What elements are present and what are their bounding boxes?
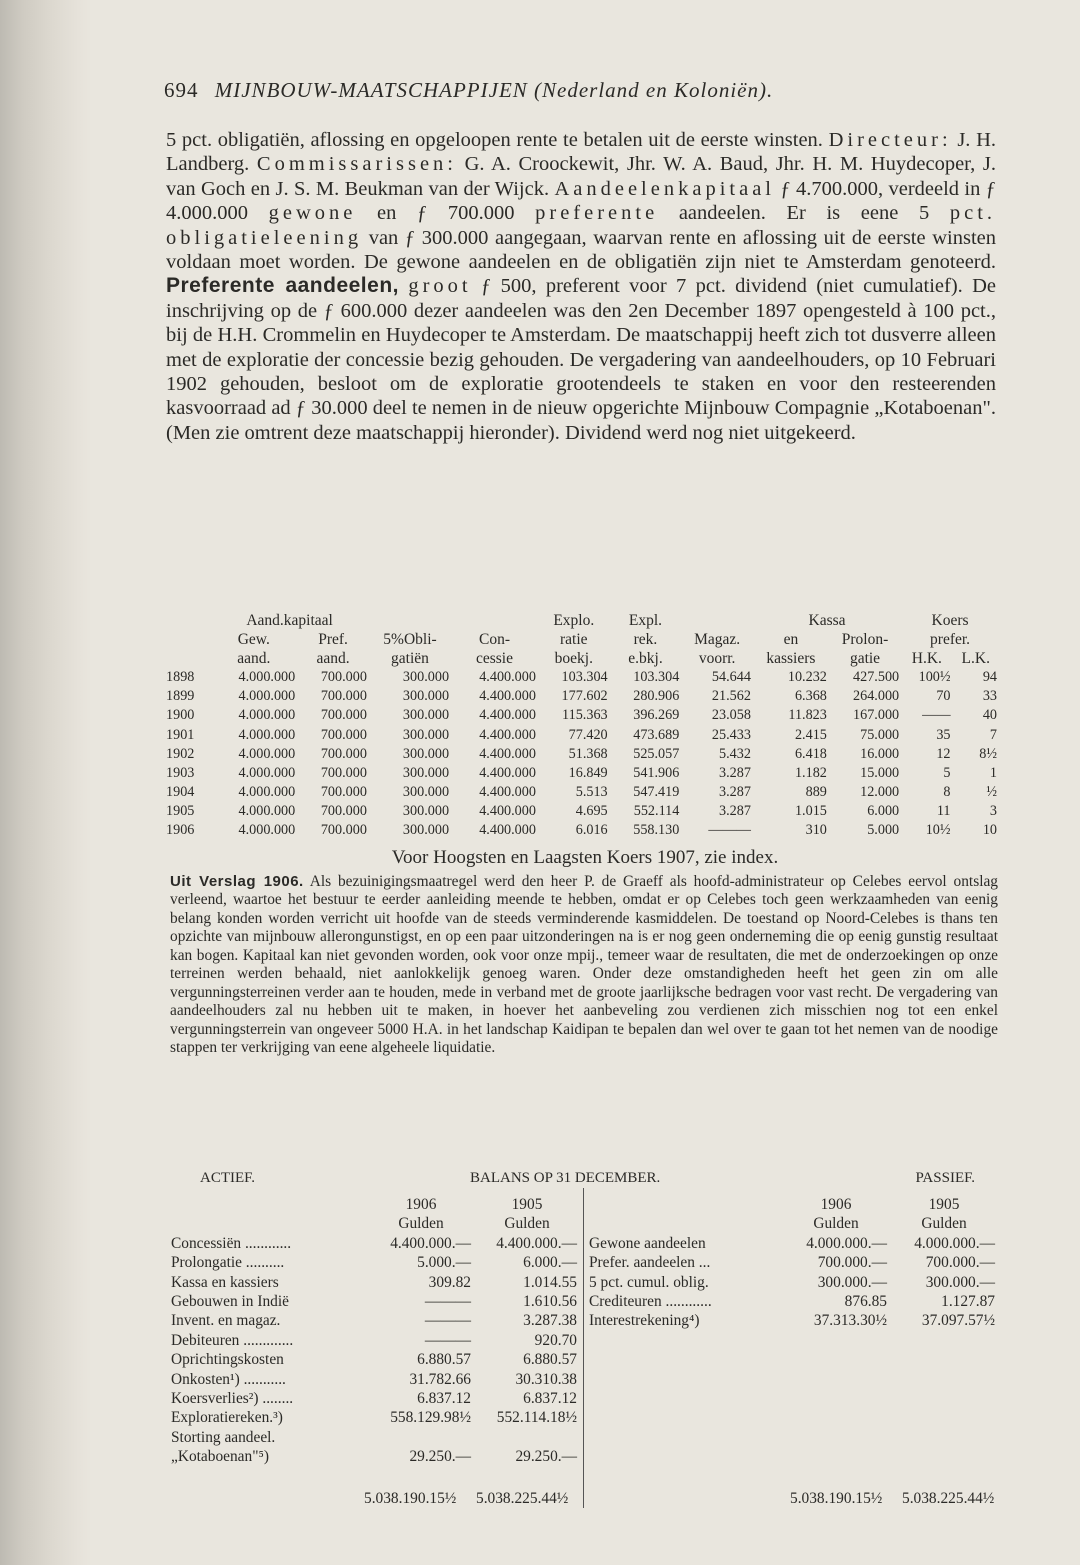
table-cell: 12 [936,745,951,762]
table-cell: 33 [982,688,997,705]
table-cell: 889 [805,783,827,800]
column-header: prefer. [930,631,971,649]
asset-row [168,1370,580,1389]
stats-row [164,668,999,687]
table-cell: 25.433 [711,726,751,743]
table-cell: 552.114.18½ [496,1409,577,1427]
stats-row [164,802,999,821]
table-cell: 4.000.000 [238,822,296,839]
table-cell: 700.000.— [925,1254,995,1272]
table-cell: 94 [982,669,997,686]
column-header: boekj. [554,650,593,668]
unit-header: Gulden [813,1215,859,1233]
asset-row [168,1292,580,1311]
row-label: 1904 [166,783,195,800]
liability-row [586,1273,998,1292]
table-cell: 700.000 [320,669,367,686]
table-cell: 1 [989,764,997,781]
table-cell: 51.368 [568,745,608,762]
table-cell: 700.000 [320,764,367,781]
table-cell: 29.250.— [515,1448,577,1466]
year-header: 1906 [820,1196,852,1213]
table-cell: 3 [989,802,997,819]
column-header: L.K. [961,650,990,668]
asset-row [168,1408,580,1427]
column-header: Magaz. [694,631,741,649]
unit-header-row [168,1214,580,1233]
stats-header-row [164,649,999,668]
row-label: 1905 [166,802,195,819]
table-cell: 10½ [925,822,951,839]
book-binding-shadow [0,0,92,1565]
table-cell: 4.400.000.— [390,1234,471,1252]
table-cell: 5 [943,764,951,781]
table-cell: 4.400.000 [479,745,536,762]
table-cell: 1.610.56 [523,1293,577,1311]
column-header: en [783,631,799,649]
actief-label: ACTIEF. [200,1170,256,1186]
table-cell: 6.368 [794,688,827,705]
column-header: Prolon- [841,631,889,649]
header-explo: Explo. [553,612,595,629]
table-cell: 103.304 [633,669,680,686]
liability-row [586,1292,998,1311]
table-cell: 1.127.87 [941,1293,995,1311]
table-cell: 4.000.000 [238,764,296,781]
commissarissen-label: Commissarissen: [256,153,457,176]
table-cell: 4.400.000 [479,669,536,686]
table-cell: 700.000.— [817,1254,887,1272]
table-cell: 70 [936,688,951,705]
year-header: 1905 [511,1196,543,1213]
table-cell: 4.400.000 [479,707,536,724]
commissarissen-names: G. A. Croockewit, Jhr. W. A. Baud, Jhr. H. M. Huydecoper, J. van Goch en J. S. M. Beukman van der Wijck. [166,153,996,200]
kapitaal-label: Aandeelenkapitaal [554,177,775,200]
column-header: gatiën [391,650,429,668]
balance-title: BALANS OP 31 DECEMBER. [470,1170,661,1186]
table-cell: 8½ [979,745,997,762]
table-cell: 700.000 [320,822,367,839]
table-cell: 5.000 [867,822,900,839]
row-label: Storting aandeel. [171,1428,276,1446]
table-cell: 10.232 [787,669,827,686]
table-cell: 100½ [918,669,951,686]
row-label: Concessiën ............ [171,1234,292,1252]
annual-report-excerpt [170,873,998,1058]
intro-sentence: 5 pct. obligatiën, aflossing en opgeloopen rente te betalen uit de eerste winsten. [166,129,823,151]
column-header: kassiers [766,650,816,668]
table-cell: 4.000.000 [238,669,296,686]
table-cell: 6.837.12 [417,1390,471,1408]
directeur-name: J. H. Landberg. [166,129,997,176]
column-header: aand. [316,650,350,668]
asset-row [168,1311,580,1330]
row-label: 1900 [166,707,195,724]
table-cell: 1.182 [794,764,827,781]
table-cell: 700.000 [320,688,367,705]
table-cell: 177.602 [561,688,608,705]
assets-total-1906: 5.038.190.15½ [364,1490,457,1507]
table-cell: 6.016 [575,822,608,839]
kapitaal-text-2: en ƒ 700.000 [377,202,515,225]
row-label: Crediteuren ............ [589,1293,712,1311]
preferente-heading: Preferente aandeelen, [166,274,399,298]
table-cell: 920.70 [534,1331,577,1349]
table-cell: 280.906 [633,688,680,705]
directeur-label: Directeur: [828,129,952,151]
year-header-row [168,1195,580,1214]
report-heading: Uit Verslag 1906. [170,873,304,890]
header-expl: Expl. [628,612,663,629]
kapitaal-text: ƒ 4.700.000, verdeeld in ƒ 4.000.000 [166,177,996,225]
column-header: Gew. [237,631,270,649]
column-header: aand. [237,650,271,668]
row-label: Gebouwen in Indië [171,1293,289,1311]
table-cell [368,1428,474,1447]
table-cell: 558.130 [633,822,680,839]
table-cell: 4.000.000.— [806,1234,887,1252]
table-cell: 31.782.66 [409,1370,471,1388]
table-cell: 310 [805,822,827,839]
row-label: Debiteuren ............. [171,1331,294,1349]
table-cell: 30.310.38 [515,1370,577,1388]
table-cell: 552.114 [633,802,680,819]
table-cell: 4.000.000.— [914,1234,995,1252]
table-cell: 7 [989,726,997,743]
page-number: 694 [164,78,199,102]
table-cell: 525.057 [633,745,680,762]
year-header: 1906 [405,1196,437,1213]
liability-row [586,1311,998,1330]
table-cell: 4.000.000 [238,688,296,705]
liability-row [586,1253,998,1272]
groot-spaced: groot [408,275,472,298]
table-cell: 300.000.— [817,1273,887,1291]
table-cell: 6.837.12 [523,1390,577,1408]
table-cell: 77.420 [568,726,608,743]
header-kassa: Kassa [808,612,846,629]
column-header: 5%Obli- [383,631,437,649]
asset-row [168,1253,580,1272]
table-cell: 8 [943,783,951,800]
column-header: H.K. [911,650,942,668]
row-label: Onkosten¹) ........... [171,1370,286,1388]
table-cell: 300.000 [402,822,450,839]
unit-header: Gulden [398,1215,444,1233]
kapitaal-text-3: aandeelen. Er is eene 5 [678,202,930,225]
table-cell: 558.129.98½ [390,1409,471,1427]
table-cell: 4.400.000.— [496,1234,577,1252]
column-header: ratie [560,631,588,649]
stats-header-row [164,611,999,630]
liabilities-total-1905: 5.038.225.44½ [902,1490,995,1507]
stats-row [164,726,999,745]
table-cell: 11.823 [788,707,827,724]
table-cell: 300.000 [402,802,450,819]
table-cell: 309.82 [428,1273,471,1291]
table-cell: ——— [424,1312,471,1330]
assets-total-1905: 5.038.225.44½ [476,1490,569,1507]
table-cell: 15.000 [860,764,900,781]
report-text: Als bezuinigingsmaatregel werd den heer P. de Graeff als hoofd-administrateur op Celebes eervol ontslag verleend, waartoe het bestuur te eerder aanleiding meende te hebben, omdat er op Celebes toch geen werkzaamheden van eenig belang konden worden verricht uit hoofde van de steeds verminderende kasmiddelen. De toestand op Noord-Celebes is thans ten opzichte van mijnbouw allerongunstigst, en op een paar uitzonderingen na is er nog geen onderneming die op eenig gunstig resultaat kan bogen. Kapitaal kan niet gevonden worden, ook voor onze mpij., temeer waar de resultaten, die met de onderzoekingen op onze terreinen werden behaald, niet aanlokkelijk genoeg waren. Onder deze omstandigheden heeft het geen zin om alle vergunningsterreinen verder aan te houden, mede in verband met de groote jaarlijksche bedragen voor vast recht. De vergadering van aandeelhouders zal nu hebben uit te maken, in hoever het aanbeveling zou verdienen zich misschien nog tot een enkel vergunningsterrein van ongeveer 5000 H.A. in het landschap Kaidipan te bepalen dan wel over te gaan tot het nemen van de noodige stappen ter verkrijging van eene algeheele liquidatie. [170,873,998,1057]
table-cell: —— [922,707,951,724]
column-header: rek. [633,631,658,649]
balance-assets [168,1195,580,1467]
table-cell: 700.000 [320,783,367,800]
table-cell: ——— [424,1293,471,1311]
table-cell: 3.287.38 [523,1312,577,1330]
table-cell: 4.400.000 [479,764,536,781]
table-cell: 1.015 [794,802,827,819]
table-cell: 37.097.57½ [921,1312,995,1330]
gewone-spaced: gewone [268,202,357,225]
table-cell: 700.000 [320,802,367,819]
table-cell: 1.014.55 [523,1273,577,1291]
table-cell: 35 [936,726,951,743]
statistics-table [164,611,999,840]
table-cell: 3.287 [719,783,751,800]
row-label: „Kotaboenan"⁵) [171,1448,269,1466]
koers-note: Voor Hoogsten en Laagsten Koers 1907, zie index. [391,847,779,868]
table-cell: 300.000 [402,669,450,686]
asset-row [168,1447,580,1466]
stats-body [164,668,999,840]
asset-row [168,1331,580,1350]
year-header: 1905 [928,1196,960,1213]
table-cell: 16.849 [568,764,608,781]
asset-row [168,1273,580,1292]
asset-row [168,1350,580,1369]
table-cell: 4.400.000 [479,726,536,743]
table-cell: 4.400.000 [479,802,536,819]
table-cell: 427.500 [853,669,900,686]
unit-header-row [586,1214,998,1233]
table-cell: 11 [936,802,951,819]
row-label: Prolongatie .......... [171,1254,285,1272]
table-cell: 6.880.57 [417,1351,471,1369]
table-cell: 4.000.000 [238,802,296,819]
table-cell: 2.415 [794,726,827,743]
table-cell: 29.250.— [409,1448,471,1466]
table-cell: 37.313.30½ [813,1312,887,1330]
running-header [164,78,1044,103]
row-label: Kassa en kassiers [171,1273,279,1291]
row-label: 1901 [166,726,195,743]
table-cell: 4.695 [575,802,608,819]
table-cell: 300.000.— [925,1273,995,1291]
preferente-text: ƒ 500, preferent voor 7 pct. dividend (niet cumulatief). De inschrijving op de ƒ 600.000 dezer aandeelen was den 2en December 1897 opengesteld à 100 pct., bij de H.H. Crommelin en Huydecoper te Amsterdam. De maatschappij heeft zich tot dusverre alleen met de exploratie der concessie bezig gehouden. De vergadering van aandeelhouders, op 10 Februari 1902 gehouden, besloot om de exploratie grootendeels te staken en voor den resteerenden kasvoorraad ad ƒ 30.000 deel te nemen in de nieuw opgerichte Mijnbouw Compagnie „Kotaboenan". (Men zie omtrent deze maatschappij hieronder). Dividend werd nog niet uitgekeerd. [166,275,997,444]
table-cell: ——— [708,822,751,839]
table-cell: 547.419 [633,783,680,800]
table-cell: 4.000.000 [238,745,296,762]
table-cell: 115.363 [562,707,608,724]
table-cell: 6.418 [794,745,827,762]
balance-liabilities [586,1195,998,1331]
table-cell: 4.000.000 [238,707,296,724]
table-cell: 700.000 [320,707,367,724]
table-cell: 300.000 [402,707,450,724]
asset-row [168,1389,580,1408]
table-cell: 541.906 [633,764,680,781]
table-cell: 16.000 [860,745,900,762]
column-header: gatie [849,650,881,668]
stats-header-row [164,630,999,649]
table-cell: 3.287 [719,802,751,819]
table-cell: 300.000 [402,745,450,762]
column-header: Con- [478,631,510,649]
column-header: e.bkj. [628,650,663,668]
row-label: 1898 [166,669,195,686]
row-label: 1899 [166,688,195,705]
table-cell: 54.644 [711,669,751,686]
header-aand-kapitaal: Aand.kapitaal [246,612,333,629]
row-label: Exploratiereken.³) [171,1409,283,1427]
row-label: Prefer. aandeelen ... [589,1254,711,1272]
table-cell: 4.000.000 [238,783,296,800]
stats-row [164,706,999,725]
liability-row [586,1234,998,1253]
asset-row [168,1234,580,1253]
table-cell: 300.000 [402,726,450,743]
table-cell: 6.000.— [523,1254,577,1272]
table-cell: 12.000 [860,783,900,800]
column-header: voorr. [698,650,736,668]
table-cell: 6.880.57 [523,1351,577,1369]
table-cell: 6.000 [867,802,900,819]
table-cell: 23.058 [711,707,751,724]
table-cell: 300.000 [402,688,450,705]
table-cell: 264.000 [853,688,900,705]
stats-row [164,745,999,764]
table-cell: ½ [986,783,997,800]
obligatieleening-spaced: obligatieleening [166,226,363,249]
table-cell: 10 [982,822,997,839]
stats-row [164,764,999,783]
preferente-spaced: preferente [535,202,659,225]
row-label: 5 pct. cumul. oblig. [589,1273,709,1291]
column-header: Pref. [318,631,348,649]
table-cell: 4.400.000 [479,783,536,800]
year-header-row [586,1195,998,1214]
balance-divider [583,1188,584,1508]
table-cell: 103.304 [561,669,608,686]
table-cell: 700.000 [320,726,367,743]
table-cell: 4.000.000 [238,726,296,743]
kapitaal-text-4: van ƒ 300.000 aangegaan, waarvan rente en aflossing uit de eerste winsten voldaan moet worden. De gewone aandeelen en de obligatiën zijn niet te Amsterdam genoteerd. [166,226,996,274]
table-cell: 5.513 [575,783,608,800]
row-label: Koersverlies²) ........ [171,1390,294,1408]
table-cell: 75.000 [860,726,900,743]
table-cell: 300.000 [402,764,450,781]
table-cell: 3.287 [719,764,751,781]
table-cell: 167.000 [853,707,900,724]
table-cell: 876.85 [844,1293,887,1311]
table-cell: 21.562 [711,688,751,705]
passief-label: PASSIEF. [915,1170,975,1186]
column-header: cessie [475,650,513,668]
liabilities-body [586,1234,998,1331]
pct-spaced: pct. [949,202,997,225]
asset-row [168,1428,580,1447]
row-label: Gewone aandeelen [589,1234,706,1252]
row-label: 1903 [166,764,195,781]
table-cell: ——— [424,1331,471,1349]
unit-header: Gulden [921,1215,967,1233]
table-cell: 700.000 [320,745,367,762]
liabilities-total-1906: 5.038.190.15½ [790,1490,883,1507]
stats-row [164,821,999,840]
row-label: Interestrekening⁴) [589,1312,700,1330]
table-cell: 300.000 [402,783,450,800]
unit-header: Gulden [504,1215,550,1233]
row-label: Invent. en magaz. [171,1312,281,1330]
table-cell: 40 [982,707,997,724]
row-label: 1902 [166,745,195,762]
table-cell: 5.000.— [417,1254,471,1272]
row-label: 1906 [166,822,195,839]
table-cell [474,1428,580,1447]
stats-row [164,687,999,706]
table-cell: 396.269 [633,707,680,724]
row-label: Oprichtingskosten [171,1351,284,1369]
table-cell: 4.400.000 [479,688,536,705]
table-cell: 5.432 [719,745,751,762]
company-description [166,128,996,445]
table-cell: 473.689 [633,726,680,743]
running-title: MIJNBOUW-MAATSCHAPPIJEN (Nederland en Koloniën). [214,78,774,102]
stats-row [164,783,999,802]
table-cell: 4.400.000 [479,822,536,839]
assets-body [168,1234,580,1467]
header-koers: Koers [931,612,969,629]
